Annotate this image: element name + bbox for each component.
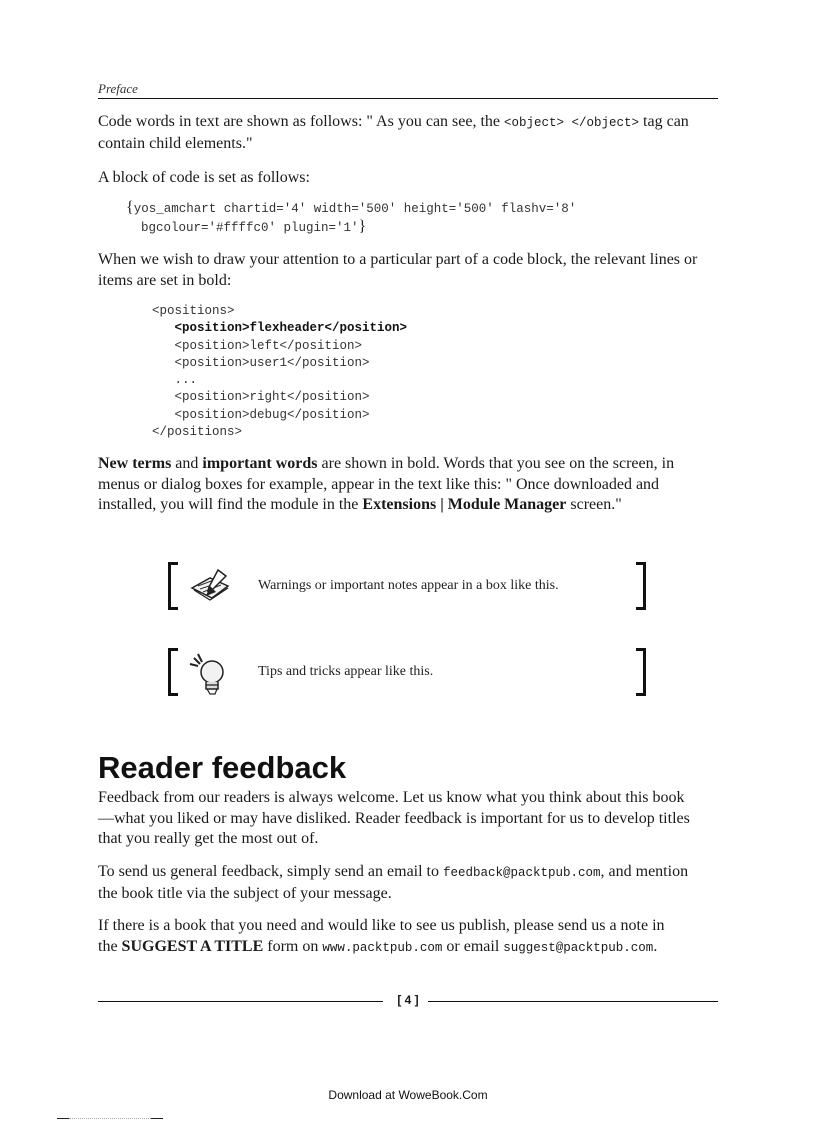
code-line: <positions> [152, 304, 235, 318]
paragraph-code-words [98, 112, 718, 154]
warning-note-box [168, 562, 646, 622]
text-run: Code words in text are shown as follows: " As you can see, the [98, 113, 505, 130]
tip-note-box [168, 648, 646, 708]
paragraph-suggest-title [98, 916, 688, 958]
corner-mark [57, 1118, 69, 1119]
text-run: If there is a book that you need and would like to see us publish, please send us a note in the [98, 917, 665, 955]
bold-term: important words [202, 455, 318, 472]
bold-term: New terms [98, 455, 172, 472]
bracket-right [636, 648, 646, 696]
paragraph-send-feedback [98, 862, 693, 904]
bold-term: SUGGEST A TITLE [121, 937, 264, 955]
page-number: [ 4 ] [397, 993, 419, 1007]
paragraph-new-terms [98, 454, 698, 516]
bracket-left [168, 562, 178, 610]
paragraph-code-block-intro: A block of code is set as follows: [98, 169, 310, 186]
warning-note-icon [188, 566, 232, 610]
text-run: or email [442, 937, 504, 955]
bracket-right [636, 562, 646, 610]
tip-note-text: Tips and tricks appear like this. [258, 664, 434, 679]
running-header [98, 80, 718, 99]
lightbulb-icon [188, 652, 232, 696]
text-run: To send us general feedback, simply send an email to [98, 863, 443, 880]
code-line: yos_amchart chartid='4' width='500' height='500' flashv='8' [133, 202, 577, 216]
code-block-1 [126, 199, 576, 238]
page-footer [98, 992, 718, 1012]
code-line: <position>debug</position> [152, 407, 370, 422]
text-run: screen." [566, 496, 622, 513]
text-run: tag can contain child elements." [98, 113, 689, 152]
inline-code: <object> </object> [504, 116, 640, 130]
code-brace-open: { [126, 199, 134, 216]
code-line: <position>user1</position> [152, 355, 370, 370]
paragraph-feedback: Feedback from our readers is always welcome. Let us know what you think about this book—what you liked or may have disliked. Reader feedback is important for us to develop titles that you really get the most out of. [98, 789, 690, 847]
text-run: and [171, 455, 203, 472]
website-link[interactable]: www.packtpub.com [322, 940, 443, 955]
bold-term: Extensions | Module Manager [362, 496, 567, 513]
code-line: </positions> [152, 425, 243, 440]
code-line: <position>left</position> [152, 338, 363, 353]
bracket-left [168, 648, 178, 696]
code-brace-close: } [358, 218, 367, 236]
suggest-email-link[interactable]: suggest@packtpub.com [503, 940, 654, 955]
section-heading: Reader feedback [98, 750, 347, 785]
code-line: <position>right</position> [152, 390, 370, 405]
paragraph-bold-lines: When we wish to draw your attention to a particular part of a code block, the relevant lines or items are set in bold: [98, 251, 698, 289]
footer-rule-right [428, 1001, 718, 1002]
text-run: are shown in bold. Words that you see on the screen, in menus or dialog boxes for example, appear in the text like this: " Once downloaded and installed, you will find the module in the [98, 455, 675, 513]
corner-mark [151, 1118, 163, 1119]
code-block-2 [152, 303, 407, 441]
header-title: Preface [98, 81, 138, 96]
feedback-email-link[interactable]: feedback@packtpub.com [443, 866, 601, 880]
corner-mark [69, 1118, 151, 1119]
warning-note-text: Warnings or important notes appear in a box like this. [258, 578, 559, 593]
code-line: bgcolour='#ffffc0' plugin='1' [126, 221, 359, 236]
text-run: form on [263, 937, 323, 955]
text-run: , and mention the book title via the subject of your message. [98, 863, 689, 902]
code-line: ... [152, 373, 198, 388]
text-run: . [653, 937, 658, 955]
download-watermark: Download at WoweBook.Com [328, 1088, 488, 1102]
code-line-bold: <position>flexheader</position> [152, 321, 408, 336]
